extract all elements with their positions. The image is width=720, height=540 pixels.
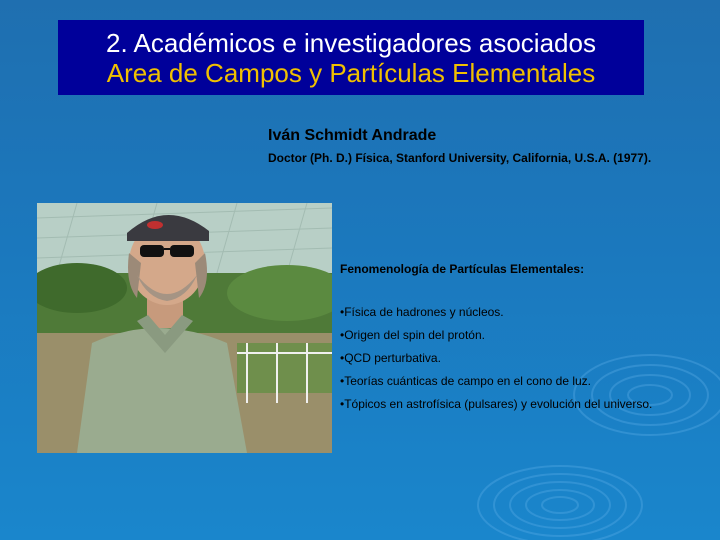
research-list — [340, 302, 670, 414]
title-banner — [58, 20, 644, 95]
title-line-1: 2. Académicos e investigadores asociados — [106, 28, 596, 58]
list-item: •Teorías cuánticas de campo en el cono de luz. — [340, 374, 592, 388]
title-line-2: Area de Campos y Partículas Elementales — [106, 58, 596, 88]
research-heading: Fenomenología de Partículas Elementales: — [340, 262, 585, 276]
list-item: •QCD perturbativa. — [340, 351, 441, 365]
research-section — [340, 262, 670, 417]
list-item: •Física de hadrones y núcleos. — [340, 305, 504, 319]
person-name: Iván Schmidt Andrade — [268, 127, 437, 144]
list-item: •Origen del spin del protón. — [340, 328, 485, 342]
portrait-photo — [37, 203, 332, 453]
list-item: •Tópicos en astrofísica (pulsares) y evolución del universo. — [340, 397, 653, 411]
person-degree: Doctor (Ph. D.) Física, Stanford University, California, U.S.A. (1977). — [268, 151, 652, 165]
